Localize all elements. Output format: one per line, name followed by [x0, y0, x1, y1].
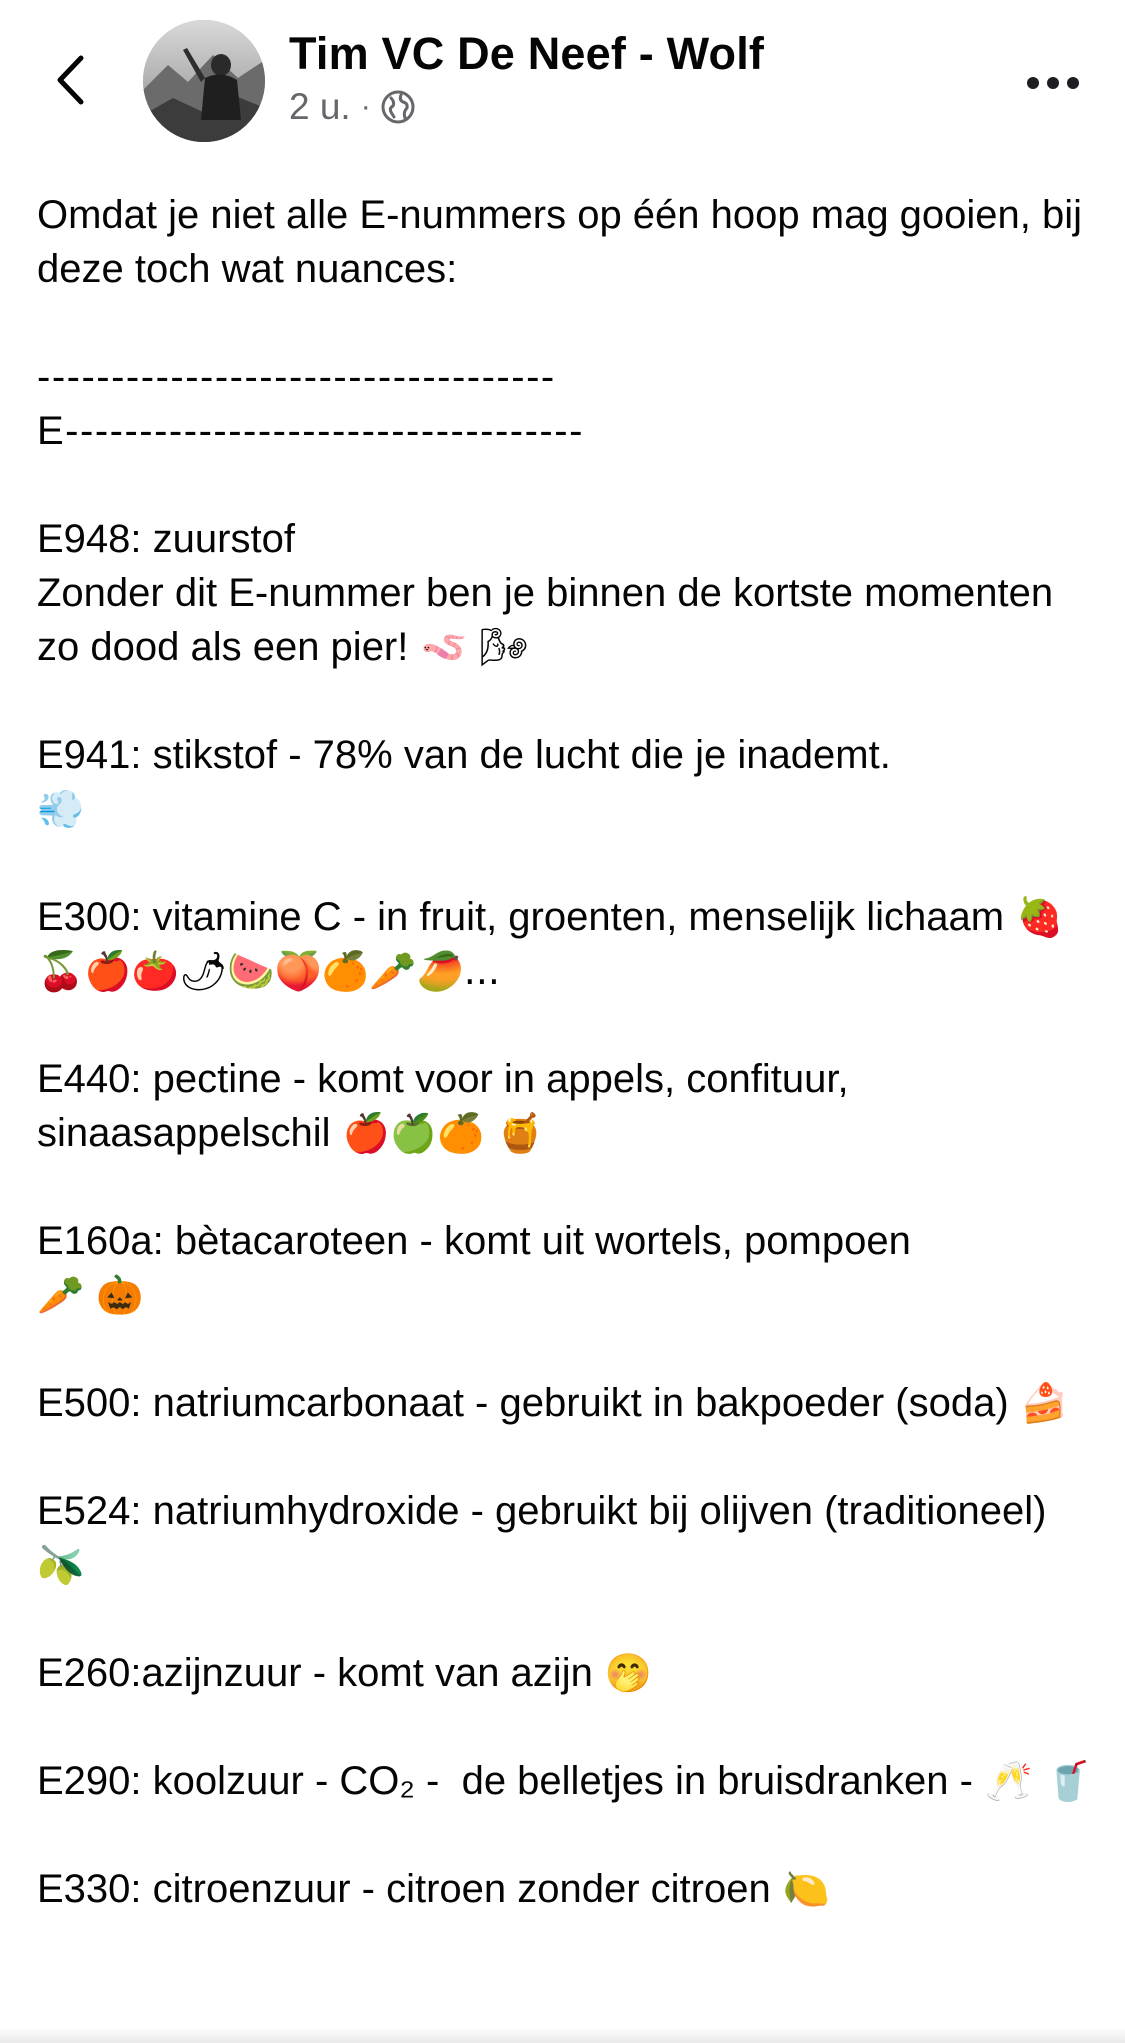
line-gap: [37, 296, 1097, 350]
more-dot: [1067, 77, 1079, 89]
entry-e948: [37, 512, 1097, 674]
entry-e440: [37, 1052, 1097, 1160]
entry-e941: [37, 728, 1097, 836]
chevron-left-icon: [55, 54, 85, 106]
entry-e160a: [37, 1214, 1097, 1322]
line-gap: [37, 836, 1097, 890]
entry-text: E440: pectine - komt voor in appels, confituur, sinaasappelschil: [37, 1057, 860, 1155]
entry-e330: [37, 1862, 1097, 1916]
author-name[interactable]: Tim VC De Neef - Wolf: [289, 28, 765, 79]
entry-text: E290: koolzuur - CO₂ - de belletjes in bruisdranken -: [37, 1759, 973, 1803]
post-intro: Omdat je niet alle E-nummers op één hoop mag gooien, bij deze toch wat nuances:: [37, 193, 1094, 291]
avatar[interactable]: [143, 20, 265, 142]
avatar-image: [143, 20, 265, 142]
line-gap: [37, 1430, 1097, 1484]
entry-e500: [37, 1376, 1097, 1430]
entry-text: E500: natriumcarbonaat - gebruikt in bakpoeder (soda): [37, 1381, 1009, 1425]
separator-line-e: E-----------------------------------: [37, 409, 584, 453]
line-gap: [37, 458, 1097, 512]
entry-text: E948: zuurstof Zonder dit E-nummer ben je binnen de kortste momenten zo dood als een pier!: [37, 517, 1054, 669]
line-gap: [37, 1808, 1097, 1862]
entry-text: E160a: bètacaroteen - komt uit wortels, pompoen: [37, 1219, 911, 1263]
line-gap: [37, 998, 1097, 1052]
champagne-cup-emoji: 🥂 🥤: [972, 1759, 1092, 1803]
olive-emoji: 🫒: [37, 1489, 1059, 1587]
line-gap: [37, 1592, 1097, 1646]
entry-e300: [37, 890, 1097, 998]
lemon-emoji: 🍋: [770, 1867, 831, 1911]
line-gap: [37, 1160, 1097, 1214]
entry-text: E260:azijnzuur - komt van azijn: [37, 1651, 593, 1695]
more-options-button[interactable]: [1018, 58, 1088, 108]
post-body: [37, 188, 1097, 1916]
post-timestamp[interactable]: 2 u.: [289, 86, 351, 127]
line-gap: [37, 1322, 1097, 1376]
entry-text: E330: citroenzuur - citroen zonder citroen: [37, 1867, 771, 1911]
line-gap: [37, 1700, 1097, 1754]
entry-text: E941: stikstof - 78% van de lucht die je inademt.: [37, 733, 891, 777]
post-meta: [289, 86, 415, 128]
entry-text: E524: natriumhydroxide - gebruikt bij olijven (traditioneel): [37, 1489, 1047, 1533]
back-button[interactable]: [40, 45, 100, 115]
carrot-pumpkin-emoji: 🥕 🎃: [37, 1273, 144, 1317]
apple-honey-emoji: 🍎🍏🍊 🍯: [330, 1111, 544, 1155]
post-header: [0, 0, 1125, 150]
entry-e524: [37, 1484, 1097, 1592]
entry-e260: [37, 1646, 1097, 1700]
bottom-edge: [0, 2027, 1125, 2043]
separator-line: -----------------------------------: [37, 355, 556, 399]
fruit-emoji: 🍓🍒🍎🍅🌶🍉🍑🍊🥕🥭...: [37, 895, 1064, 993]
more-dot: [1047, 77, 1059, 89]
entry-text: E300: vitamine C - in fruit, groenten, menselijk lichaam: [37, 895, 1005, 939]
cake-emoji: 🍰: [1008, 1381, 1069, 1425]
entry-e290: [37, 1754, 1097, 1808]
meta-separator: ·: [360, 90, 371, 123]
line-gap: [37, 674, 1097, 728]
dash-emoji: 💨: [37, 787, 85, 831]
worm-wind-emoji: 🪱 🌬: [408, 625, 529, 669]
hand-over-mouth-emoji: 🤭: [592, 1651, 653, 1695]
globe-icon: [381, 90, 415, 124]
more-dot: [1027, 77, 1039, 89]
